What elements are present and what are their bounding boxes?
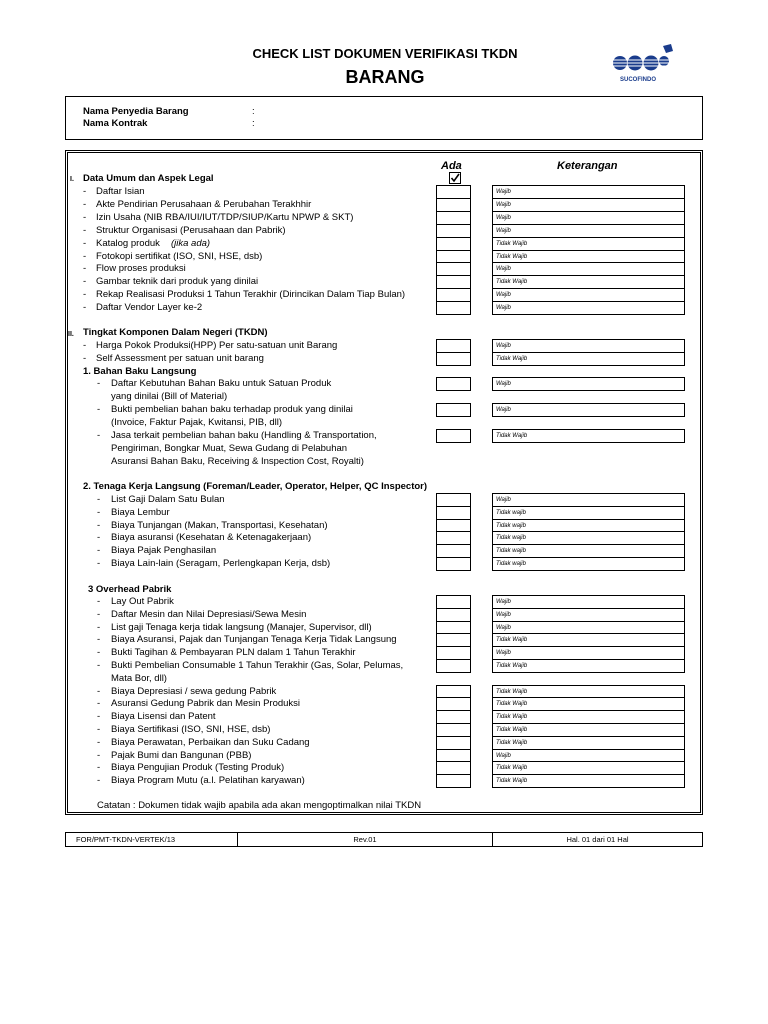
keterangan-note: Tidak wajib	[496, 561, 526, 567]
keterangan-field[interactable]	[492, 224, 685, 238]
keterangan-field[interactable]	[492, 211, 685, 225]
keterangan-note: Tidak Wajib	[496, 727, 528, 733]
checklist-item: Izin Usaha (NIB RBA/IUI/IUT/TDP/SIUP/Kartu NPWP & SKT)	[96, 211, 354, 223]
checklist-item-cont: (Invoice, Faktur Pajak, Kwitansi, PIB, dll)	[111, 417, 283, 428]
item-dash: -	[97, 724, 101, 735]
keterangan-note: Wajib	[496, 611, 511, 618]
checklist-item: Biaya Lain-lain (Seragam, Perlengkapan Kerja, dsb)	[111, 558, 331, 569]
item-dash: -	[97, 558, 101, 569]
checklist-item: Bukti Tagihan & Pembayaran PLN dalam 1 Tahun Terakhir	[111, 647, 356, 659]
checklist-item: Biaya Lisensi dan Patent	[111, 711, 216, 723]
footnote: Catatan : Dokumen tidak wajib apabila ada akan mengoptimalkan nilai TKDN	[97, 800, 422, 811]
checklist-item-cont: yang dinilai (Bill of Material)	[111, 391, 228, 402]
keterangan-note: Tidak Wajib	[496, 433, 528, 439]
item-dash: -	[83, 353, 87, 364]
keterangan-field[interactable]	[492, 262, 685, 276]
checklist-item: Gambar teknik dari produk yang dinilai	[96, 276, 259, 288]
checklist-item-cont: Mata Bor, dll)	[111, 673, 167, 684]
checklist-item: Biaya Pajak Penghasilan	[111, 545, 217, 557]
document-title: CHECK LIST DOKUMEN VERIFIKASI TKDN	[252, 46, 518, 61]
checklist-item: Harga Pokok Produksi(HPP) Per satu-satuan unit Barang	[96, 340, 338, 351]
keterangan-note: Tidak Wajib	[496, 688, 528, 695]
checklist-item-cont: Asuransi Bahan Baku, Receiving & Inspection Cost, Royalti)	[111, 456, 364, 467]
keterangan-note: Tidak Wajib	[496, 240, 528, 247]
checked-box-icon	[449, 171, 461, 183]
checklist-item-qualifier: (jika ada)	[171, 237, 211, 249]
item-dash: -	[97, 494, 101, 505]
ada-checkbox[interactable]	[436, 659, 471, 673]
item-dash: -	[97, 621, 101, 633]
ada-checkbox[interactable]	[436, 339, 471, 353]
ada-checkbox[interactable]	[436, 211, 471, 225]
section-number: II.	[68, 331, 74, 338]
item-dash: -	[97, 660, 101, 671]
item-dash: -	[97, 698, 101, 710]
checklist-item: Jasa terkait pembelian bahan baku (Handling & Transportation,	[111, 430, 377, 441]
checklist-item: Fotokopi sertifikat (ISO, SNI, HSE, dsb)	[96, 250, 263, 262]
keterangan-field[interactable]	[492, 403, 685, 417]
contract-name-colon: :	[252, 118, 255, 129]
item-dash: -	[97, 736, 101, 748]
checklist-item: List gaji Tenaga kerja tidak langsung (Manajer, Supervisor, dll)	[111, 621, 372, 633]
keterangan-note: Tidak Wajib	[496, 663, 528, 669]
checklist-item: List Gaji Dalam Satu Bulan	[111, 494, 225, 505]
checklist-item: Lay Out Pabrik	[111, 596, 174, 607]
item-dash: -	[97, 430, 101, 441]
checklist-item: Flow proses produksi	[96, 263, 186, 275]
checklist-item: Biaya Depresiasi / sewa gedung Pabrik	[111, 685, 277, 697]
keterangan-note: Wajib	[496, 201, 511, 208]
keterangan-note: Wajib	[496, 497, 511, 503]
keterangan-note: Wajib	[496, 227, 511, 234]
ada-checkbox[interactable]	[436, 774, 471, 788]
item-dash: -	[83, 289, 87, 301]
item-dash: -	[97, 378, 101, 389]
keterangan-field[interactable]	[492, 237, 685, 251]
item-dash: -	[97, 608, 101, 620]
checklist-item: Struktur Organisasi (Perusahaan dan Pabrik)	[96, 224, 286, 236]
item-dash: -	[97, 634, 101, 646]
section-number: I.	[70, 176, 74, 183]
keterangan-field[interactable]	[492, 339, 685, 353]
keterangan-field[interactable]	[492, 377, 685, 391]
keterangan-note: Wajib	[496, 343, 511, 349]
keterangan-field[interactable]	[492, 250, 685, 264]
keterangan-field[interactable]	[492, 352, 685, 366]
checklist-item: Katalog produk	[96, 237, 160, 249]
supplier-name-label: Nama Penyedia Barang	[83, 106, 189, 117]
ada-checkbox[interactable]	[436, 301, 471, 315]
keterangan-field[interactable]	[492, 429, 685, 443]
keterangan-note: Wajib	[496, 752, 511, 759]
keterangan-field[interactable]	[492, 288, 685, 302]
keterangan-note: Wajib	[496, 266, 511, 273]
checklist-item: Biaya Program Mutu (a.l. Pelatihan karyawan)	[111, 775, 305, 787]
ada-checkbox[interactable]	[436, 352, 471, 366]
checklist-item: Daftar Kebutuhan Bahan Baku untuk Satuan Produk	[111, 378, 332, 389]
keterangan-note: Tidak Wajib	[496, 637, 528, 644]
checklist-item: Pajak Bumi dan Bangunan (PBB)	[111, 749, 252, 761]
item-dash: -	[97, 519, 101, 531]
item-dash: -	[83, 237, 87, 249]
supplier-name-colon: :	[252, 106, 255, 117]
item-dash: -	[97, 711, 101, 723]
item-dash: -	[97, 404, 101, 415]
checklist-item: Biaya asuransi (Kesehatan & Ketenagakerjaan)	[111, 532, 312, 544]
keterangan-note: Wajib	[496, 189, 511, 195]
item-dash: -	[83, 224, 87, 236]
keterangan-note: Wajib	[496, 381, 511, 387]
item-dash: -	[83, 263, 87, 275]
checklist-item: Bukti Pembelian Consumable 1 Tahun Terakhir (Gas, Solar, Pelumas,	[111, 660, 404, 671]
checklist-item: Daftar Mesin dan Nilai Depresiasi/Sewa Mesin	[111, 608, 307, 620]
keterangan-note: Tidak Wajib	[496, 701, 528, 708]
keterangan-note: Wajib	[496, 292, 511, 299]
ada-checkbox[interactable]	[436, 275, 471, 289]
ada-checkbox[interactable]	[436, 377, 471, 391]
item-dash: -	[83, 250, 87, 262]
keterangan-note: Tidak Wajib	[496, 739, 528, 746]
keterangan-note: Tidak Wajib	[496, 279, 528, 286]
keterangan-note: Wajib	[496, 214, 511, 221]
keterangan-field[interactable]	[492, 275, 685, 289]
subsection-title: 2. Tenaga Kerja Langsung (Foreman/Leader, Operator, Helper, QC Inspector)	[83, 481, 428, 492]
keterangan-note: Tidak wajib	[496, 535, 526, 542]
keterangan-note: Wajib	[496, 624, 511, 631]
keterangan-note: Tidak wajib	[496, 548, 526, 555]
subsection-title: 3 Overhead Pabrik	[88, 584, 172, 595]
checklist-item: Akte Pendirian Perusahaan & Perubahan Terakhhir	[96, 198, 312, 210]
checklist-item: Daftar Isian	[96, 186, 145, 197]
ada-checkbox[interactable]	[436, 557, 471, 571]
checklist-item: Biaya Tunjangan (Makan, Transportasi, Kesehatan)	[111, 519, 328, 531]
keterangan-note: Tidak wajib	[496, 509, 526, 516]
form-footer	[65, 832, 703, 847]
item-dash: -	[83, 276, 87, 288]
item-dash: -	[97, 749, 101, 761]
item-dash: -	[97, 532, 101, 544]
item-dash: -	[97, 596, 101, 607]
ada-checkbox[interactable]	[436, 237, 471, 251]
page-number: Hal. 01 dari 01 Hal	[566, 835, 629, 844]
section-title: Data Umum dan Aspek Legal	[83, 173, 214, 184]
item-dash: -	[83, 186, 87, 197]
revision: Rev.01	[238, 833, 493, 846]
item-dash: -	[83, 340, 87, 351]
checklist-item: Biaya Pengujian Produk (Testing Produk)	[111, 762, 285, 774]
keterangan-note: Tidak Wajib	[496, 778, 528, 785]
item-dash: -	[83, 198, 87, 210]
item-dash: -	[83, 302, 87, 314]
keterangan-field[interactable]	[492, 301, 685, 315]
ada-checkbox[interactable]	[436, 185, 471, 199]
keterangan-field[interactable]	[492, 659, 685, 673]
keterangan-note: Tidak wajib	[496, 522, 526, 529]
keterangan-note: Tidak Wajib	[496, 253, 528, 260]
keterangan-note: Wajib	[496, 599, 511, 605]
checklist-item: Biaya Sertifikasi (ISO, SNI, HSE, dsb)	[111, 724, 271, 735]
item-dash: -	[97, 762, 101, 774]
keterangan-note: Wajib	[496, 305, 511, 312]
item-dash: -	[97, 775, 101, 787]
ada-checkbox[interactable]	[436, 403, 471, 417]
item-dash: -	[97, 545, 101, 557]
keterangan-field[interactable]	[492, 557, 685, 571]
checklist-item: Daftar Vendor Layer ke-2	[96, 302, 203, 314]
keterangan-column-header: Keterangan	[557, 160, 618, 172]
keterangan-field[interactable]	[492, 774, 685, 788]
ada-checkbox[interactable]	[436, 224, 471, 238]
ada-checkbox[interactable]	[436, 429, 471, 443]
logo-text: SUCOFINDO	[620, 77, 656, 83]
ada-column-header: Ada	[441, 160, 462, 172]
keterangan-field[interactable]	[492, 185, 685, 199]
checklist-item-cont: Pengiriman, Bongkar Muat, Sewa Gudang di Pelabuhan	[111, 443, 348, 454]
info-box	[65, 96, 703, 140]
checklist-item: Rekap Realisasi Produksi 1 Tahun Terakhir (Dirincikan Dalam Tiap Bulan)	[96, 289, 406, 301]
item-dash: -	[97, 647, 101, 659]
contract-name-label: Nama Kontrak	[83, 118, 148, 129]
checklist-item: Self Assessment per satuan unit barang	[96, 353, 264, 364]
keterangan-note: Tidak Wajib	[496, 356, 528, 362]
ada-checkbox[interactable]	[436, 198, 471, 212]
keterangan-note: Tidak Wajib	[496, 765, 528, 772]
ada-checkbox[interactable]	[436, 250, 471, 264]
section-title: Tingkat Komponen Dalam Negeri (TKDN)	[83, 327, 268, 338]
item-dash: -	[83, 211, 87, 223]
checklist-item: Bukti pembelian bahan baku terhadap produk yang dinilai	[111, 404, 353, 415]
item-dash: -	[97, 685, 101, 697]
item-dash: -	[97, 506, 101, 518]
checklist-item: Biaya Lembur	[111, 506, 170, 518]
checklist-item: Biaya Perawatan, Perbaikan dan Suku Cadang	[111, 736, 310, 748]
keterangan-note: Wajib	[496, 407, 511, 413]
ada-checkbox[interactable]	[436, 262, 471, 276]
form-code: FOR/PMT-TKDN-VERTEK/13	[66, 833, 238, 846]
checklist-item: Biaya Asuransi, Pajak dan Tunjangan Tenaga Kerja Tidak Langsung	[111, 634, 397, 646]
subsection-title: 1. Bahan Baku Langsung	[83, 366, 197, 377]
ada-checkbox[interactable]	[436, 288, 471, 302]
keterangan-field[interactable]	[492, 198, 685, 212]
keterangan-note: Wajib	[496, 650, 511, 657]
checklist-item: Asuransi Gedung Pabrik dan Mesin Produksi	[111, 698, 301, 710]
document-subtitle: BARANG	[345, 67, 425, 87]
keterangan-note: Tidak Wajib	[496, 714, 528, 721]
